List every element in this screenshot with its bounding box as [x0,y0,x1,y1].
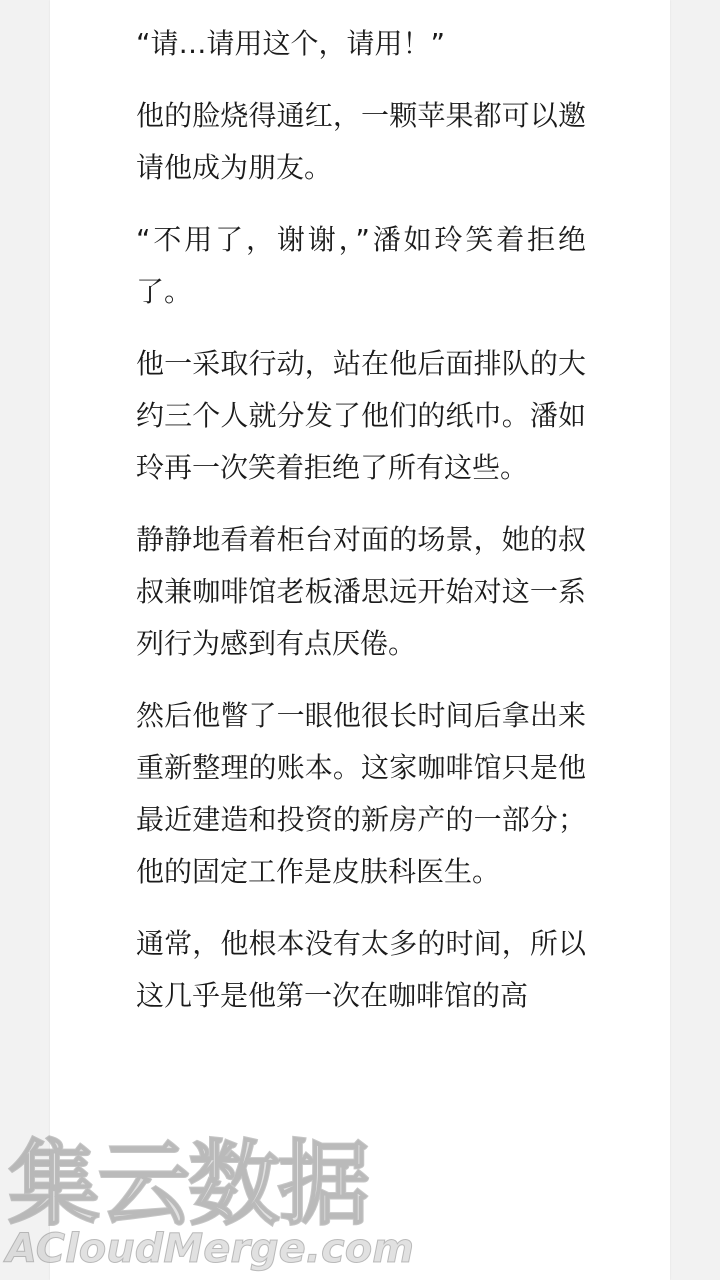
article-body [136,0,586,1042]
paragraph: “请…请用这个，请用！” [136,27,446,60]
paragraph: 他一采取行动，站在他后面排队的大约三个人就分发了他们的纸巾。潘如玲再一次笑着拒绝了所有这些。 [136,347,586,484]
paragraph: “不用了，谢谢，”潘如玲笑着拒绝了。 [136,223,586,308]
watermark-url: ACloudMerge.com [6,1226,414,1272]
paragraph: 通常，他根本没有太多的时间，所以这几乎是他第一次在咖啡馆的高 [136,927,586,1012]
paragraph: 他的脸烧得通红，一颗苹果都可以邀请他成为朋友。 [136,99,586,184]
paragraph: 然后他瞥了一眼他很长时间后拿出来重新整理的账本。这家咖啡馆只是他最近建造和投资的新房产的一部分；他的固定工作是皮肤科医生。 [136,699,586,888]
watermark-logo-text: 集云数据 [8,1131,369,1238]
paragraph: 静静地看着柜台对面的场景，她的叔叔兼咖啡馆老板潘思远开始对这一系列行为感到有点厌倦。 [136,523,586,660]
